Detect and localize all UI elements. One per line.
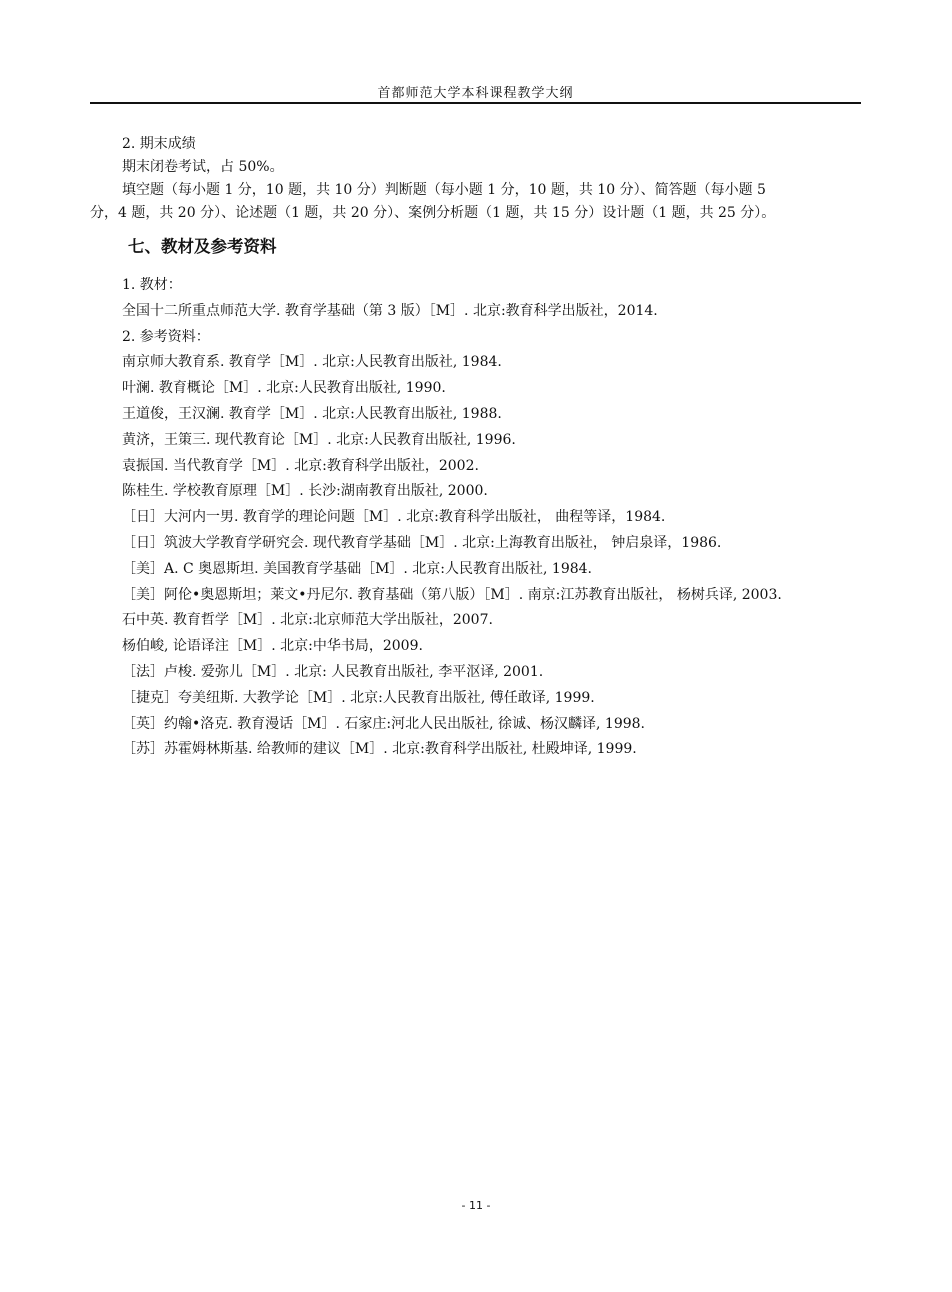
page-body	[90, 133, 865, 763]
exam-structure-line-2: 分，4 题，共 20 分）、论述题（1 题，共 20 分）、案例分析题（1 题，共 15 分）设计题（1 题，共 25 分）。	[90, 205, 776, 221]
final-exam-description: 期末闭卷考试，占 50%。	[122, 159, 284, 175]
final-grade-heading: 2. 期末成绩	[122, 136, 196, 152]
textbook-label: 1. 教材：	[122, 277, 182, 293]
reference-item: ［美］A. C 奥恩斯坦. 美国教育学基础［M］. 北京:人民教育出版社, 1984.	[122, 560, 593, 577]
reference-item: ［苏］苏霍姆林斯基. 给教师的建议［M］. 北京:教育科学出版社, 杜殿坤译, 1999.	[122, 741, 637, 758]
reference-item: 袁振国. 当代教育学［M］. 北京:教育科学出版社，2002.	[122, 457, 479, 474]
page-header: 首都师范大学本科课程教学大纲	[377, 86, 574, 101]
reference-item: 王道俊，王汉澜. 教育学［M］. 北京:人民教育出版社, 1988.	[122, 405, 502, 422]
page-number: - 11 -	[461, 1199, 491, 1212]
references-label: 2. 参考资料：	[122, 328, 210, 345]
reference-item: ［英］约翰•洛克. 教育漫话［M］. 石家庄:河北人民出版社, 徐诚、杨汉麟译, 1998.	[122, 715, 645, 732]
reference-item: 杨伯峻, 论语译注［M］. 北京:中华书局，2009.	[122, 638, 423, 655]
reference-item: 黄济，王策三. 现代教育论［M］. 北京:人民教育出版社, 1996.	[122, 431, 516, 448]
reference-item: ［捷克］夸美纽斯. 大教学论［M］. 北京:人民教育出版社, 傅任敢译, 1999.	[122, 689, 595, 706]
reference-item: ［日］筑波大学教育学研究会. 现代教育学基础［M］. 北京:上海教育出版社， 钟启泉译，1986.	[122, 534, 722, 551]
header-rule	[90, 102, 861, 104]
reference-item: 叶澜. 教育概论［M］. 北京:人民教育出版社, 1990.	[122, 380, 446, 397]
reference-section	[90, 273, 865, 763]
reference-item: ［法］卢梭. 爱弥儿［M］. 北京: 人民教育出版社, 李平沤译, 2001.	[122, 663, 544, 680]
section-title: 七、教材及参考资料	[128, 237, 277, 256]
reference-item: 南京师大教育系. 教育学［M］. 北京:人民教育出版社, 1984.	[122, 354, 502, 371]
exam-structure-line-1: 填空题（每小题 1 分，10 题，共 10 分）判断题（每小题 1 分，10 题，共 10 分）、简答题（每小题 5	[122, 182, 766, 198]
reference-item: ［日］大河内一男. 教育学的理论问题［M］. 北京:教育科学出版社， 曲程等译，1984.	[122, 509, 666, 526]
reference-item: 陈桂生. 学校教育原理［M］. 长沙:湖南教育出版社, 2000.	[122, 483, 488, 500]
reference-item: ［美］阿伦•奥恩斯坦；莱文•丹尼尔. 教育基础（第八版）［M］. 南京:江苏教育出版社， 杨树兵译, 2003.	[122, 586, 782, 603]
reference-item: 石中英. 教育哲学［M］. 北京:北京师范大学出版社，2007.	[122, 612, 493, 629]
textbook-item: 全国十二所重点师范大学. 教育学基础（第 3 版）［M］. 北京:教育科学出版社，2014.	[122, 302, 658, 319]
